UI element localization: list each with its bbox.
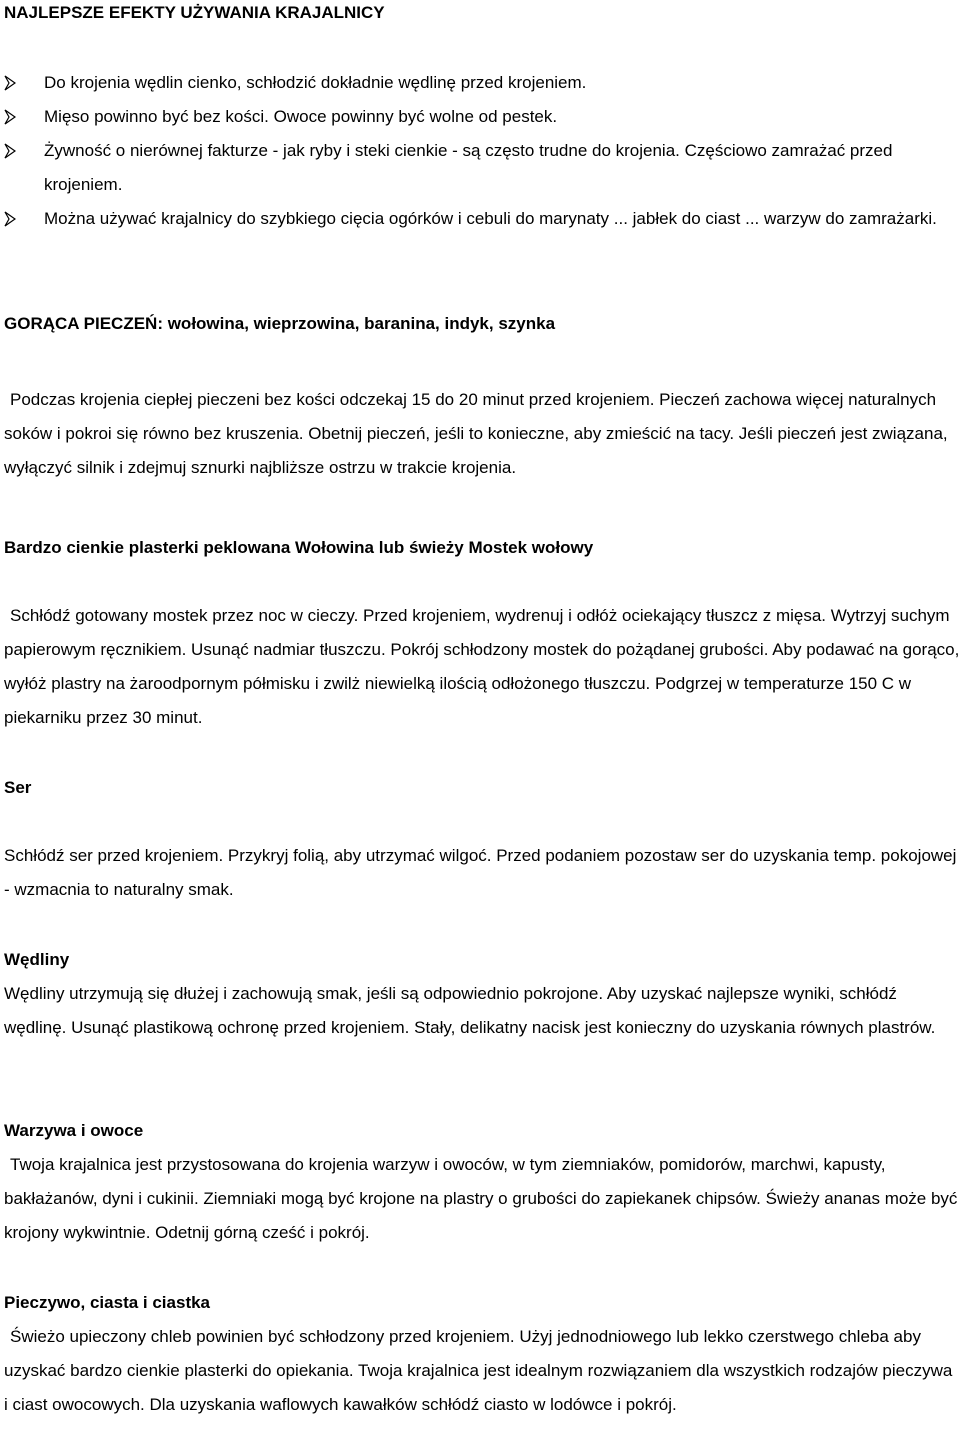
list-item-text: Mięso powinno być bez kości. Owoce powinny być wolne od pestek. xyxy=(44,107,558,126)
paragraph-text: Twoja krajalnica jest przystosowana do krojenia warzyw i owoców, w tym ziemniaków, pomidorów, marchwi, kapusty, bakłażanów, dyni i cukinii. Ziemniaki mogą być krojone na plastry o grubości do zapiekanek chipsów. Świeży ananas może być krojony wykwintnie. Odetnij górną cześć i pokrój. xyxy=(4,1155,958,1242)
list-item-text: Do krojenia wędlin cienko, schłodzić dokładnie wędlinę przed krojeniem. xyxy=(44,73,587,92)
section-heading-vegetables: Warzywa i owoce xyxy=(4,1121,144,1140)
paragraph-text: Świeżo upieczony chleb powinien być schłodzony przed krojeniem. Użyj jednodniowego lub lekko czerstwego chleba aby uzyskać bardzo cienkie plasterki do opiekania. Twoja krajalnica jest idealnym rozwiązaniem dla wszystkich rodzajów pieczywa i ciast owocowych. Dla uzyskania waflowych kawałków schłódź ciasto w lodówce i pokrój. xyxy=(4,1327,953,1414)
section-body-brisket xyxy=(4,599,960,735)
paragraph-text: Podczas krojenia ciepłej pieczeni bez kości odczekaj 15 do 20 minut przed krojeniem. Pieczeń zachowa więcej naturalnych soków i pokroi się równo bez kruszenia. Obetnij pieczeń, jeśli to konieczne, aby zmieścić na tacy. Jeśli pieczeń jest związana, wyłączyć silnik i zdejmuj sznurki najbliższe ostrzu w trakcie krojenia. xyxy=(4,390,948,477)
section-heading-roast: GORĄCA PIECZEŃ: wołowina, wieprzowina, baranina, indyk, szynka xyxy=(4,314,556,333)
section-body-cold-cuts: Wędliny utrzymują się dłużej i zachowują smak, jeśli są odpowiednio pokrojone. Aby uzyskać najlepsze wyniki, schłódź wędlinę. Usunąć plastikową ochronę przed krojeniem. Stały, delikatny nacisk jest konieczny do uzyskania równych plastrów. xyxy=(4,984,936,1037)
paragraph-text: Schłódź gotowany mostek przez noc w cieczy. Przed krojeniem, wydrenuj i odłóż ociekający tłuszcz z mięsa. Wytrzyj suchym papierowym ręcznikiem. Usunąć nadmiar tłuszczu. Pokrój schłodzony mostek do pożądanej grubości. Aby podawać na gorąco, wyłóż plastry na żaroodpornym półmisku i zwilż niewielką ilością odłożonego tłuszczu. Podgrzej w temperaturze 150 C w piekarniku przez 30 minut. xyxy=(4,606,960,727)
list-item xyxy=(0,134,960,202)
list-item xyxy=(0,100,960,134)
tips-list xyxy=(0,66,960,236)
section-body-roast xyxy=(4,383,960,485)
section-heading-brisket: Bardzo cienkie plasterki peklowana Wołowina lub świeży Mostek wołowy xyxy=(4,538,594,557)
section-body-vegetables xyxy=(4,1148,960,1250)
section-heading-cold-cuts: Wędliny xyxy=(4,950,70,969)
arrow-bullet-icon xyxy=(4,143,16,159)
list-item xyxy=(0,202,960,236)
document-title: NAJLEPSZE EFEKTY UŻYWANIA KRAJALNICY xyxy=(4,3,385,22)
section-body-cheese: Schłódź ser przed krojeniem. Przykryj folią, aby utrzymać wilgoć. Przed podaniem pozostaw ser do uzyskania temp. pokojowej - wzmacnia to naturalny smak. xyxy=(4,846,957,899)
list-item-text: Żywność o nierównej fakturze - jak ryby i steki cienkie - są często trudne do krojenia. Częściowo zamrażać przed krojeniem. xyxy=(44,141,893,194)
arrow-bullet-icon xyxy=(4,109,16,125)
arrow-bullet-icon xyxy=(4,75,16,91)
section-heading-cheese: Ser xyxy=(4,778,32,797)
section-body-bread xyxy=(4,1320,960,1422)
list-item-text: Można używać krajalnicy do szybkiego cięcia ogórków i cebuli do marynaty ... jabłek do ciast ... warzyw do zamrażarki. xyxy=(44,209,937,228)
list-item xyxy=(0,66,960,100)
section-heading-bread: Pieczywo, ciasta i ciastka xyxy=(4,1293,211,1312)
arrow-bullet-icon xyxy=(4,211,16,227)
